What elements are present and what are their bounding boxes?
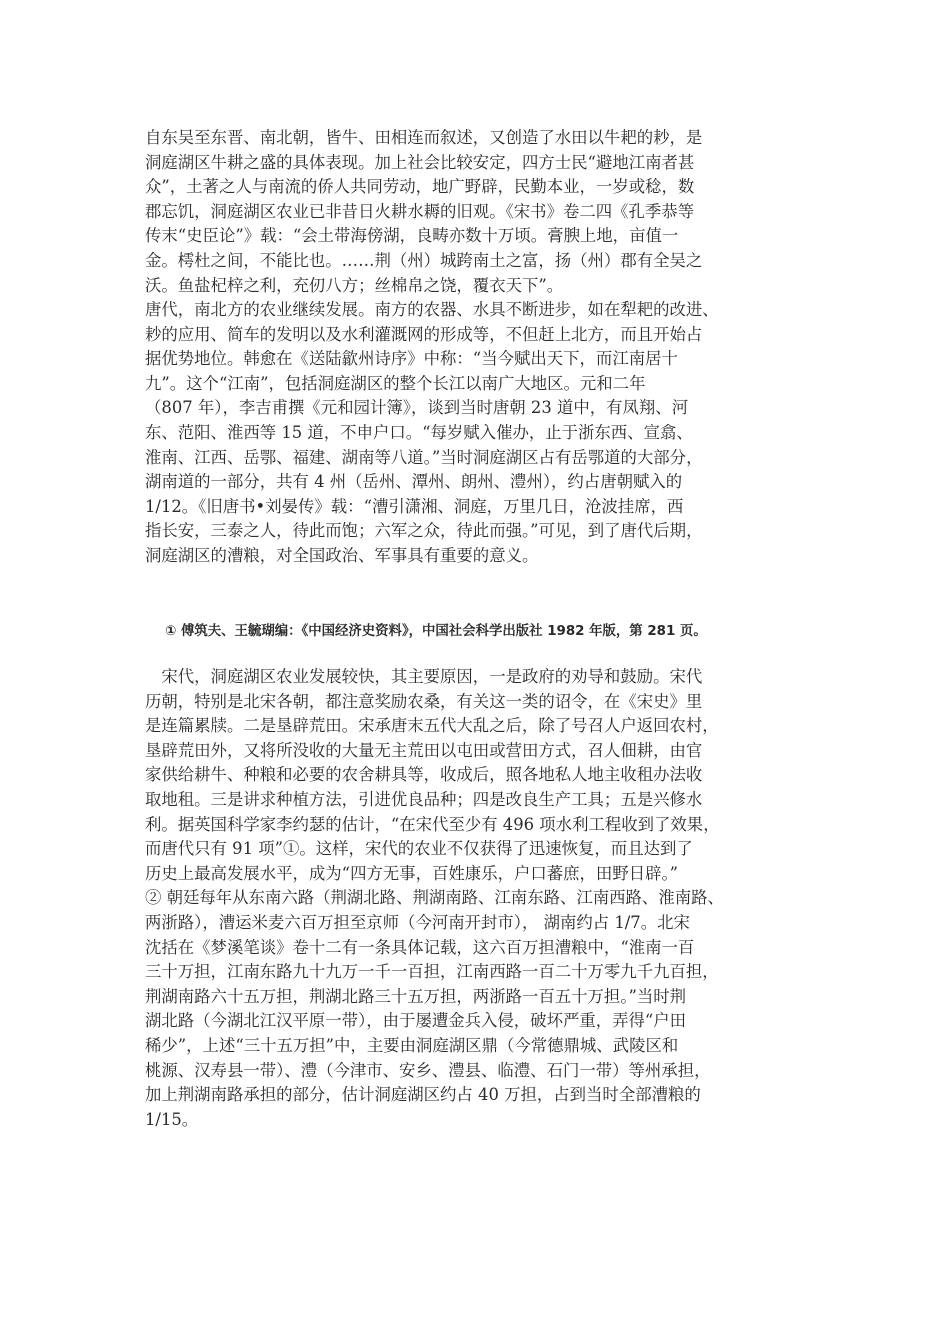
text-line: 三十万担，江南东路九十九万一千一百担，江南西路一百二十万零九千九百担， [145, 962, 719, 982]
text-line: 郡忘饥，洞庭湖区农业已非昔日火耕水耨的旧观。《宋书》卷二四《孔季恭等 [145, 201, 695, 221]
text-line: ② 朝廷每年从东南六路（荆湖北路、荆湖南路、江南东路、江南西路、淮南路、 [145, 888, 724, 908]
text-line: 取地租。三是讲求种植方法，引进优良品种；四是改良生产工具；五是兴修水 [145, 789, 703, 809]
text-line: 宋代，洞庭湖区农业发展较快，其主要原因，一是政府的劝导和鼓励。宋代 [145, 667, 703, 686]
text-line: 而唐代只有 91 项”①。这样，宋代的农业不仅获得了迅速恢复，而且达到了 [145, 839, 693, 859]
text-line: 历朝，特别是北宋各朝，都注意奖励农桑，有关这一类的诏令，在《宋史》里 [145, 691, 703, 711]
paragraph-tang-dynasty [145, 298, 825, 569]
text-line: 垦辟荒田外，又将所没收的大量无主荒田以屯田或营田方式，召人佃耕，由官 [145, 740, 703, 760]
text-line: 洞庭湖区牛耕之盛的具体表现。加上社会比较安定，四方士民“避地江南者甚 [145, 152, 695, 172]
text-line: 家供给耕牛、种粮和必要的农舍耕具等，收成后，照各地私人地主收租办法收 [145, 765, 703, 785]
text-line: 两浙路），漕运米麦六百万担至京师（今河南开封市）， 湖南约占 1/7。北宋 [145, 912, 690, 932]
text-line: 耖的应用、简车的发明以及水利灌溉网的形成等，不但赶上北方，而且开始占 [145, 324, 703, 344]
text-line: 自东吴至东晋、南北朝，皆牛、田相连而叙述，又创造了水田以牛耙的耖，是 [145, 128, 703, 147]
text-line: 稀少”，上述“三十五万担”中，主要由洞庭湖区鼎（今常德鼎城、武陵区和 [145, 1035, 679, 1055]
text-line: 洞庭湖区的漕粮，对全国政治、军事具有重要的意义。 [145, 545, 539, 565]
text-line: 指长安，三泰之人，待此而饱；六军之众，待此而强。”可见，到了唐代后期， [145, 521, 703, 541]
text-line: 据优势地位。韩愈在《送陆歙州诗序》中称：“当今赋出天下，而江南居十 [145, 349, 678, 369]
text-line: 1/15。 [145, 1109, 199, 1129]
text-line: 历史上最高发展水平，成为“四方无事，百姓康乐，户口蕃庶，田野日辟。” [145, 863, 679, 883]
text-line: 唐代，南北方的农业继续发展。南方的农器、水具不断进步，如在犁耙的改进、 [145, 300, 719, 319]
footnote: ① 傅筑夫、王毓瑚编：《中国经济史资料》，中国社会科学出版社 1982 年版，第 281 页。 [165, 624, 707, 639]
text-line: （807 年），李吉甫撰《元和园计簿》，谈到当时唐朝 23 道中，有凤翔、河 [145, 398, 689, 418]
text-line: 众”，土著之人与南流的侨人共同劳动，地广野辟，民勤本业，一岁或稔，数 [145, 177, 695, 197]
text-line: 利。据英国科学家李约瑟的估计，“在宋代至少有 496 项水利工程收到了效果， [145, 814, 720, 834]
paragraph-song-dynasty [145, 665, 825, 1132]
text-line: 桃源、汉寿县一带）、澧（今津市、安乡、澧县、临澧、石门一带）等州承担， [145, 1060, 711, 1080]
text-line: 荆湖南路六十五万担，荆湖北路三十五万担，两浙路一百五十万担。”当时荆 [145, 986, 687, 1006]
text-line: 是连篇累牍。二是垦辟荒田。宋承唐末五代大乱之后，除了号召人户返回农村， [145, 716, 719, 736]
text-line: 金。樗杜之间，不能比也。……荆（州）城跨南土之富，扬（州）郡有全吴之 [145, 250, 703, 270]
text-line: 湖南道的一部分，共有 4 州（岳州、潭州、朗州、澧州），约占唐朝赋入的 [145, 472, 683, 492]
text-line: 加上荆湖南路承担的部分，估计洞庭湖区约占 40 万担，占到当时全部漕粮的 [145, 1085, 701, 1105]
paragraph-eastern-wu-to-jin [145, 126, 825, 298]
text-line: 沈括在《梦溪笔谈》卷十二有一条具体记载，这六百万担漕粮中，“淮南一百 [145, 937, 695, 957]
text-line: 沃。鱼盐杞梓之利，充仞八方；丝棉帛之饶，覆衣天下”。 [145, 275, 564, 295]
text-line: 湖北路（今湖北江汉平原一带），由于屡遭金兵入侵，破坏严重，弄得“户田 [145, 1011, 687, 1031]
text-line: 1/12。《旧唐书•刘晏传》载：“漕引潇湘、洞庭，万里几日，沧波挂席，西 [145, 496, 684, 516]
text-line: 传末“史臣论”》载：“会土带海傍湖，良畴亦数十万顷。膏腴上地，亩值一 [145, 226, 679, 246]
text-line: 九”。这个“江南”，包括洞庭湖区的整个长江以南广大地区。元和二年 [145, 373, 646, 393]
text-line: 淮南、江西、岳鄂、福建、湖南等八道。”当时洞庭湖区占有岳鄂道的大部分， [145, 447, 703, 467]
text-line: 东、范阳、淮西等 15 道，不申户口。“每岁赋入催办，止于浙东西、宣翕、 [145, 422, 693, 442]
